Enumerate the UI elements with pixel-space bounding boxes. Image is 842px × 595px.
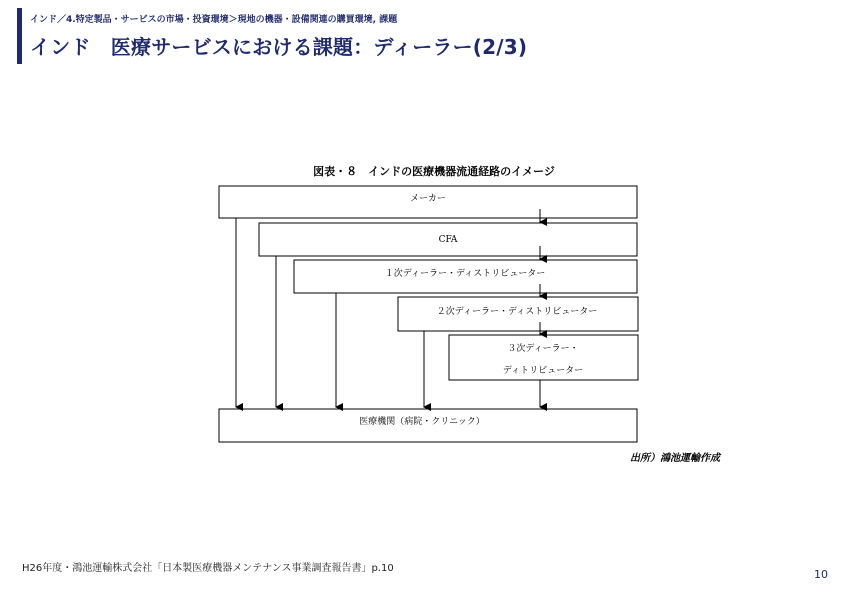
dealer2-label: ２次ディーラー・ディストリビューター: [436, 307, 598, 317]
cfa-label: CFA: [438, 235, 458, 245]
dealer1-label: １次ディーラー・ディストリビューター: [384, 269, 546, 279]
page-number: 10: [814, 568, 828, 581]
dealer3-label-line2: ディトリビューター: [502, 366, 584, 376]
diagram-caption: 図表・８ インドの医療機器流通経路のイメージ: [313, 165, 555, 178]
reference-note: H26年度・鴻池運輸株式会社「日本製医療機器メンテナンス事業調査報告書」p.10: [22, 563, 394, 574]
page-title: インド 医療サービスにおける課題：ディーラー(2/3): [30, 35, 528, 59]
breadcrumb: インド／4.特定製品・サービスの市場・投資環境＞現地の機器・設備関連の購買環境, 課題: [30, 15, 398, 25]
diagram-source: 出所）鴻池運輸作成: [630, 453, 720, 464]
maker-label: メーカー: [410, 194, 446, 204]
hospital-label: 医療機関（病院・クリニック）: [359, 417, 485, 427]
dealer3-label-line1: ３次ディーラー・: [507, 344, 579, 354]
